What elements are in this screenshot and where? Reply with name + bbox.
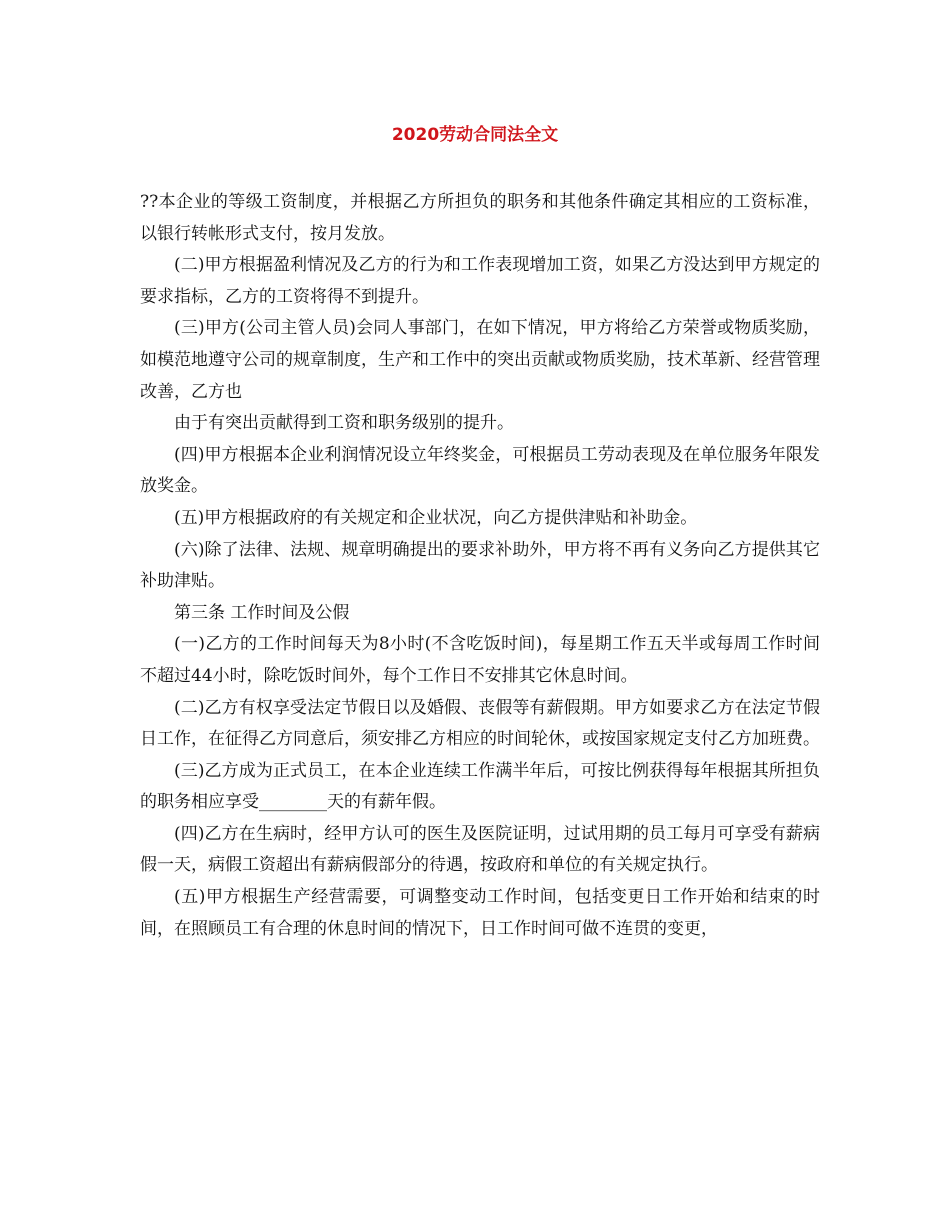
paragraph-11: (三)乙方成为正式员工，在本企业连续工作满半年后，可按比例获得每年根据其所担负的职务相应享受________天的有薪年假。	[140, 760, 820, 813]
paragraph-7: (六)除了法律、法规、规章明确提出的要求补助外，甲方将不再有义务向乙方提供其它补助津贴。	[140, 539, 820, 592]
paragraph-9: (一)乙方的工作时间每天为8小时(不含吃饭时间)，每星期工作五天半或每周工作时间不超过44小时，除吃饭时间外，每个工作日不安排其它休息时间。	[140, 634, 820, 686]
paragraph-2: (二)甲方根据盈利情况及乙方的行为和工作表现增加工资，如果乙方没达到甲方规定的要求指标，乙方的工资将得不到提升。	[140, 255, 820, 307]
paragraph-6: (五)甲方根据政府的有关规定和企业状况，向乙方提供津贴和补助金。	[174, 507, 698, 528]
section-heading-article-3: 第三条 工作时间及公假	[174, 602, 350, 623]
document-body	[140, 187, 820, 945]
paragraph-10: (二)乙方有权享受法定节假日以及婚假、丧假等有薪假期。甲方如要求乙方在法定节假日工作，在征得乙方同意后，须安排乙方相应的时间轮休，或按国家规定支付乙方加班费。	[140, 697, 820, 750]
paragraph-12: (四)乙方在生病时，经甲方认可的医生及医院证明，过试用期的员工每月可享受有薪病假一天，病假工资超出有薪病假部分的待遇，按政府和单位的有关规定执行。	[140, 823, 820, 876]
paragraph-4: 由于有突出贡献得到工资和职务级别的提升。	[174, 413, 514, 434]
paragraph-13: (五)甲方根据生产经营需要，可调整变动工作时间，包括变更日工作开始和结束的时间，在照顾员工有合理的休息时间的情况下，日工作时间可做不连贯的变更，	[140, 887, 820, 939]
paragraph-3: (三)甲方(公司主管人员)会同人事部门，在如下情况，甲方将给乙方荣誉或物质奖励，如模范地遵守公司的规章制度，生产和工作中的突出贡献或物质奖励，技术革新、经营管理改善，乙方也	[140, 318, 820, 402]
document-title: 2020劳动合同法全文	[391, 125, 559, 145]
paragraph-5: (四)甲方根据本企业利润情况设立年终奖金，可根据员工劳动表现及在单位服务年限发放奖金。	[140, 444, 820, 497]
paragraph-1: ??本企业的等级工资制度，并根据乙方所担负的职务和其他条件确定其相应的工资标准，以银行转帐形式支付，按月发放。	[140, 192, 820, 244]
